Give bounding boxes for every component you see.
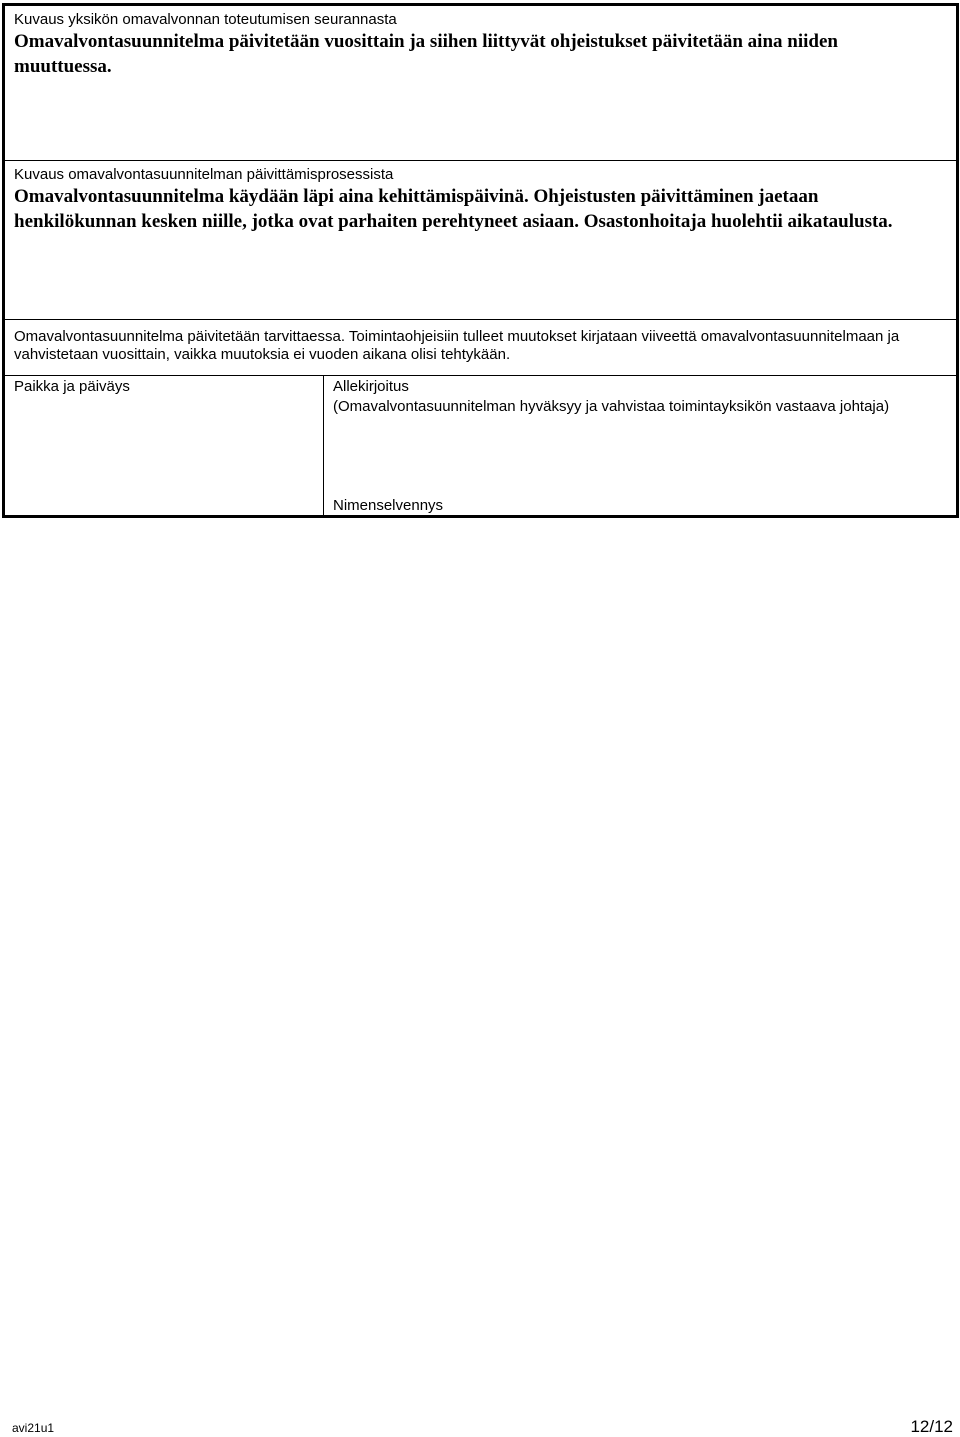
monitoring-text: Omavalvontasuunnitelma päivitetään vuosittain ja siihen liittyvät ohjeistukset päivitetään aina niiden muuttuessa. xyxy=(14,31,838,77)
update-process-label: Kuvaus omavalvontasuunnitelman päivittämisprosessista xyxy=(14,166,394,183)
signature-label: Allekirjoitus xyxy=(333,378,409,395)
document-code: avi21u1 xyxy=(12,1421,55,1435)
section-divider xyxy=(5,319,956,320)
page-number: 12/12 xyxy=(910,1417,953,1436)
name-clarification-label: Nimenselvennys xyxy=(333,497,444,514)
self-monitoring-form xyxy=(2,3,959,518)
signature-note: (Omavalvontasuunnitelman hyväksyy ja vahvistaa toimintayksikön vastaava johtaja) xyxy=(333,398,890,415)
monitoring-label: Kuvaus yksikön omavalvonnan toteutumisen seurannasta xyxy=(14,11,397,28)
update-process-text: Omavalvontasuunnitelma käydään läpi aina kehittämispäivinä. Ohjeistusten päivittäminen jaetaan henkilökunnan kesken niille, jotka ovat parhaiten perehtyneet asiaan. Osastonhoitaja huolehtii aikataulusta. xyxy=(14,186,893,232)
signature-column-divider xyxy=(323,375,324,515)
update-note: Omavalvontasuunnitelma päivitetään tarvittaessa. Toimintaohjeisiin tulleet muutokset kirjataan viiveettä omavalvontasuunnitelmaan ja vahvistetaan vuosittain, vaikka muutoksia ei vuoden aikana olisi tehtykään. xyxy=(14,328,900,363)
place-date-label: Paikka ja päiväys xyxy=(14,378,130,395)
signature-divider xyxy=(5,375,956,376)
section-divider xyxy=(5,160,956,161)
